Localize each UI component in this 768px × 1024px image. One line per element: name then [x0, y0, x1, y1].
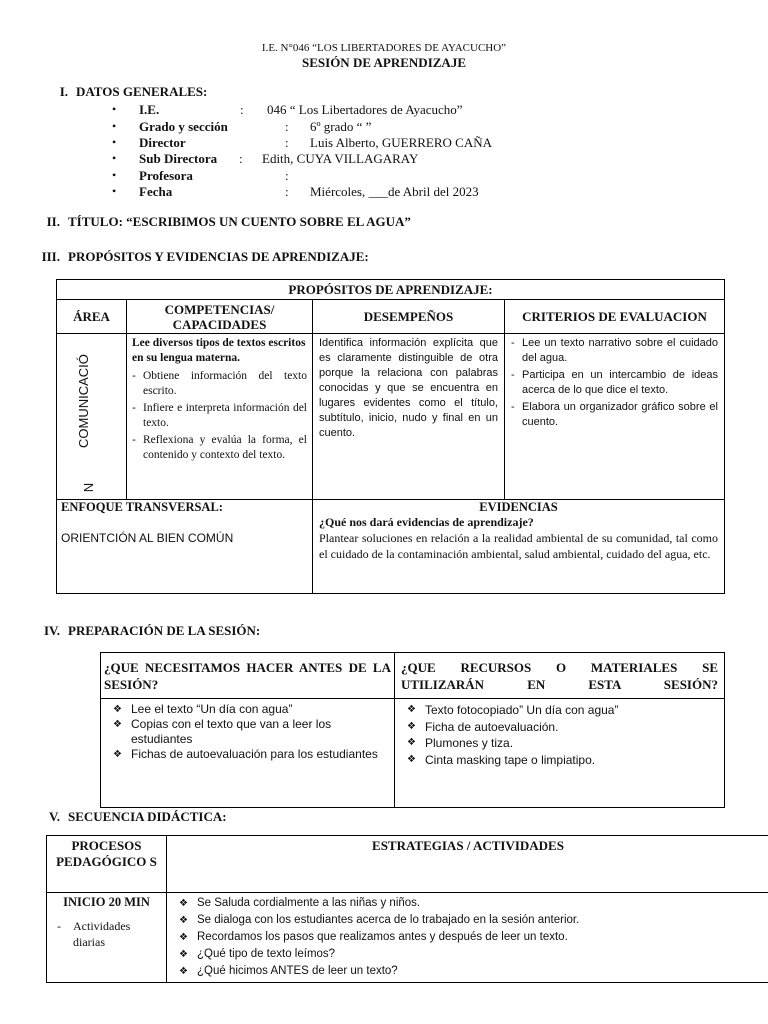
evidencias-text: Plantear soluciones en relación a la realidad ambiental de su comunidad, tal como el cuidado de la contaminación ambiental, salud ambiental, cuidado del agua, etc. [319, 531, 718, 561]
estrategia-item: ❖ ¿Qué hicimos ANTES de leer un texto? [171, 963, 765, 980]
estrategia-item: ❖ Se Saluda cordialmente a las niñas y niños. [171, 895, 765, 912]
general-label: Profesora [139, 168, 193, 183]
section-title: SECUENCIA DIDÁCTICA: [68, 809, 227, 824]
preparacion-left-header: ¿QUE NECESITAMOS HACER ANTES DE LA SESIÓN? [101, 653, 395, 699]
general-value: 046 “ Los Libertadores de Ayacucho” [267, 102, 463, 117]
capacidad-item: - Infiere e interpreta información del texto. [132, 401, 307, 431]
actividades-item [51, 918, 162, 950]
section-number: I. [59, 84, 68, 99]
general-label: Sub Directora [139, 151, 218, 166]
criterio-item: - Elabora un organizador gráfico sobre el cuento. [511, 400, 718, 430]
preparacion-left-item: ❖ Fichas de autoevaluación para los estudiantes [105, 747, 390, 762]
preparacion-right-item: ❖ Texto fotocopiado” Un día con agua” [399, 702, 720, 719]
colon-separator: : [285, 168, 289, 183]
section-number: V. [49, 809, 60, 824]
bullet-icon: • [112, 102, 117, 116]
general-value: Miércoles, ___de Abril del 2023 [310, 184, 479, 199]
bullet-icon: • [112, 151, 117, 165]
propositos-table-title: PROPÓSITOS DE APRENDIZAJE: [57, 280, 725, 300]
section-general-heading [40, 84, 207, 100]
criterio-item: - Lee un texto narrativo sobre el cuidado del agua. [511, 336, 718, 366]
evidencias-title: EVIDENCIAS [479, 500, 558, 514]
section-number: II. [46, 214, 60, 229]
header-desempenos: DESEMPEÑOS [313, 300, 505, 334]
preparacion-right-item: ❖ Plumones y tiza. [399, 735, 720, 752]
propositos-table [56, 279, 725, 594]
enfoque-cell [57, 500, 313, 594]
general-value: Edith, CUYA VILLAGARAY [262, 151, 419, 166]
colon-separator: : [285, 184, 289, 199]
section-propositos-heading [32, 249, 369, 265]
section-secuencia-heading [32, 809, 227, 825]
section-title: DATOS GENERALES: [76, 84, 208, 99]
preparacion-left-cell [101, 699, 395, 808]
bullet-icon: • [112, 168, 117, 182]
capacidad-item: - Reflexiona y evalúa la forma, el contenido y contexto del texto. [132, 433, 307, 463]
preparacion-left-item: ❖ Copias con el texto que van a leer los estudiantes [105, 717, 390, 747]
competencia-title: Lee diversos tipos de textos escritos en su lengua materna. [132, 337, 306, 364]
general-value: 6º grado “ ” [310, 119, 372, 134]
general-label: Fecha [139, 184, 173, 199]
dash-bullet: - [57, 919, 61, 933]
header-procesos: PROCESOS PEDAGÓGICO S [47, 836, 167, 893]
inicio-label: INICIO 20 MIN [63, 895, 150, 909]
general-value: Luis Alberto, GUERRERO CAÑA [310, 135, 492, 150]
colon-separator: : [285, 119, 289, 134]
desempeno-cell: Identifica información explícita que es claramente distinguible de otra porque la relaciona con palabras conocidas y que se encuentra en lugares evidentes como el título, subtítulo, inicio, nudo y final en un cuento. [313, 334, 505, 500]
bullet-icon: • [112, 184, 117, 198]
preparacion-right-item: ❖ Ficha de autoevaluación. [399, 719, 720, 736]
bullet-icon: • [112, 135, 117, 149]
header-criterios: CRITERIOS DE EVALUACION [505, 300, 725, 334]
criterio-item: - Participa en un intercambio de ideas acerca de lo que dice el texto. [511, 368, 718, 398]
section-title: PROPÓSITOS Y EVIDENCIAS DE APRENDIZAJE: [68, 249, 369, 264]
session-title: SESIÓN DE APRENDIZAJE [302, 55, 466, 70]
estrategia-item: ❖ ¿Qué tipo de texto leímos? [171, 946, 765, 963]
colon-separator: : [239, 151, 243, 166]
estrategia-item: ❖ Se dialoga con los estudiantes acerca de lo trabajado en la sesión anterior. [171, 912, 765, 929]
header-estrategias: ESTRATEGIAS / ACTIVIDADES [167, 836, 768, 893]
evidencias-question: ¿Qué nos dará evidencias de aprendizaje? [319, 515, 534, 529]
competencias-cell [127, 334, 313, 500]
criterios-cell [505, 334, 725, 500]
school-name: I.E. N°046 “LOS LIBERTADORES DE AYACUCHO” [261, 42, 507, 54]
evidencias-cell [313, 500, 725, 594]
general-label: Director [139, 135, 186, 150]
header-area: ÁREA [57, 300, 127, 334]
section-number: III. [41, 249, 60, 264]
estrategia-item: ❖ Recordamos los pasos que realizamos antes y después de leer un texto. [171, 929, 765, 946]
section-title: PREPARACIÓN DE LA SESIÓN: [68, 623, 261, 638]
general-label: I.E. [139, 102, 160, 117]
actividades-label: Actividades diarias [73, 919, 131, 949]
secuencia-table [46, 835, 768, 983]
area-cell [57, 334, 127, 500]
enfoque-title: ENFOQUE TRANSVERSAL: [61, 500, 223, 514]
estrategias-cell [167, 893, 768, 983]
preparacion-left-item: ❖ Lee el texto “Un día con agua” [105, 702, 390, 717]
preparacion-right-cell [395, 699, 725, 808]
section-title: TÍTULO: “ESCRIBIMOS UN CUENTO SOBRE EL AGUA” [68, 214, 411, 229]
inicio-cell [47, 893, 167, 983]
capacidad-item: - Obtiene información del texto escrito. [132, 369, 307, 399]
header-competencias: COMPETENCIAS/ CAPACIDADES [127, 300, 313, 334]
section-preparacion-heading [32, 623, 260, 639]
bullet-icon: • [112, 119, 117, 133]
preparacion-right-item: ❖ Cinta masking tape o limpiatipo. [399, 752, 720, 769]
section-titulo-heading [32, 214, 411, 230]
area-name-tail: N [81, 482, 97, 493]
colon-separator: : [240, 102, 244, 117]
area-name: COMUNICACIÓ [76, 354, 91, 448]
preparacion-right-header: ¿QUE RECURSOS O MATERIALES SE UTILIZARÁN EN ESTA SESIÓN? [395, 653, 725, 699]
colon-separator: : [285, 135, 289, 150]
enfoque-value: ORIENTCIÓN AL BIEN COMÚN [61, 531, 234, 545]
preparacion-table [100, 652, 725, 808]
general-label: Grado y sección [139, 119, 228, 134]
section-number: IV. [43, 623, 60, 638]
